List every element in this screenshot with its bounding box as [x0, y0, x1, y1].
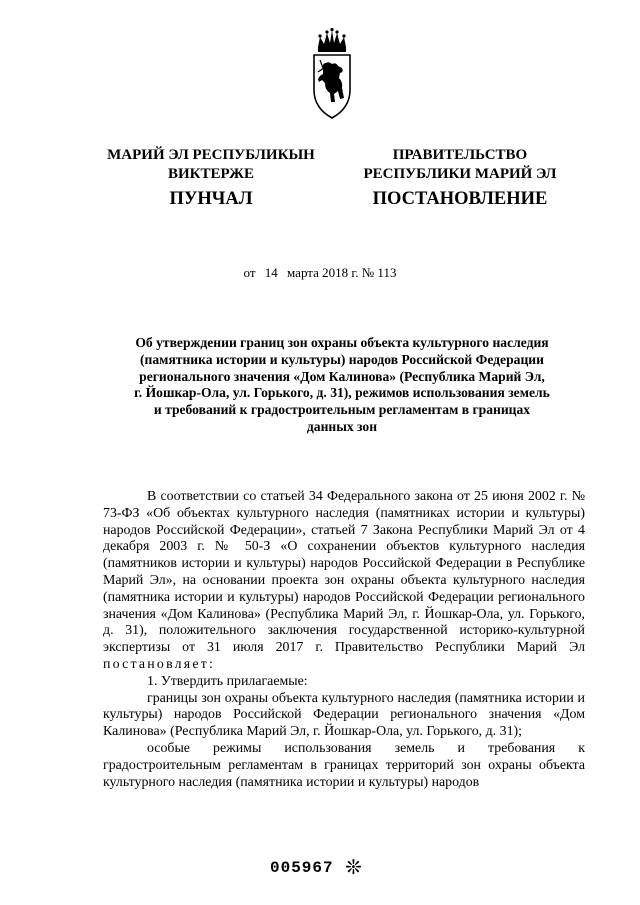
date-line: [0, 265, 640, 281]
item-1-paragraph: 1. Утвердить прилагаемые:: [147, 673, 308, 689]
date-day: 14: [264, 265, 278, 280]
title-line: г. Йошкар-Ола, ул. Горького, д. 31), режимов использования земель: [134, 385, 550, 401]
date-month-year: марта 2018 г. №: [287, 265, 375, 280]
title-line: данных зон: [306, 418, 378, 434]
decree-number: 113: [377, 265, 397, 280]
issuer-mari-line2: ВИКТЕРЖЕ: [167, 166, 255, 182]
title-line: Об утверждении границ зон охраны объекта культурного наследия: [135, 335, 549, 350]
doc-type-mari: ПУНЧАЛ: [169, 189, 253, 209]
preamble-text: В соответствии со статьей 34 Федерального закона от 25 июня 2002 г. № 73-ФЗ «Об объектах культурного наследия (памятниках истории и культуры) народов Российской Федерации», статьей 7 Закона Республики Марий Эл от 4 декабря 2003 г. № 50-З «О сохранении объектов культурного наследия (памятников истории и культуры) народов Российской Федерации в Республике Марий Эл», на основании проекта зон охраны объекта культурного наследия (памятника истории и культуры) народов Российской Федерации регионального значения «Дом Калинова» (Республика Марий Эл, г. Йошкар-Ола, ул. Горького, д. 31), положительного заключения государственной историко-культурной экспертизы от 31 июля 2017 г. Правительство Республики Марий Эл: [103, 489, 585, 656]
preamble-paragraph: [103, 489, 585, 674]
issuer-russian-line1: ПРАВИТЕЛЬСТВО: [392, 147, 528, 163]
title-line: (памятника истории и культуры) народов Российской Федерации: [140, 351, 544, 367]
date-prefix: от: [243, 265, 256, 280]
regimes-paragraph: особые режимы использования земель и требования к градостроительным регламентам в границах территорий зон охраны объекта культурного наследия (памятника истории и культуры) народов: [103, 740, 585, 790]
form-serial-number: 005967: [270, 859, 334, 877]
issuer-russian-name: [358, 146, 562, 184]
title-line: регионального значения «Дом Калинова» (Республика Марий Эл,: [139, 368, 545, 384]
issuer-mari-line1: МАРИЙ ЭЛ РЕСПУБЛИКЫН: [107, 147, 315, 163]
boundaries-paragraph: границы зон охраны объекта культурного наследия (памятника истории и культуры) народов Российской Федерации регионального значения «Дом Калинова» (Республика Марий Эл, г. Йошкар-Ола, ул. Горького, д. 31);: [103, 690, 585, 740]
snowflake-mark-icon: ❊: [345, 855, 362, 879]
issuer-mari-name: [92, 146, 330, 184]
decree-body: [103, 489, 585, 791]
resolves-word: постановляет:: [103, 656, 216, 672]
issuer-russian-line2: РЕСПУБЛИКИ МАРИЙ ЭЛ: [363, 166, 557, 182]
decree-title: [100, 335, 584, 436]
coat-of-arms-icon: [309, 28, 355, 120]
doc-type-russian: ПОСТАНОВЛЕНИЕ: [372, 189, 548, 209]
crown-icon: [318, 28, 346, 52]
title-line: и требований к градостроительным регламентам в границах: [153, 402, 531, 418]
